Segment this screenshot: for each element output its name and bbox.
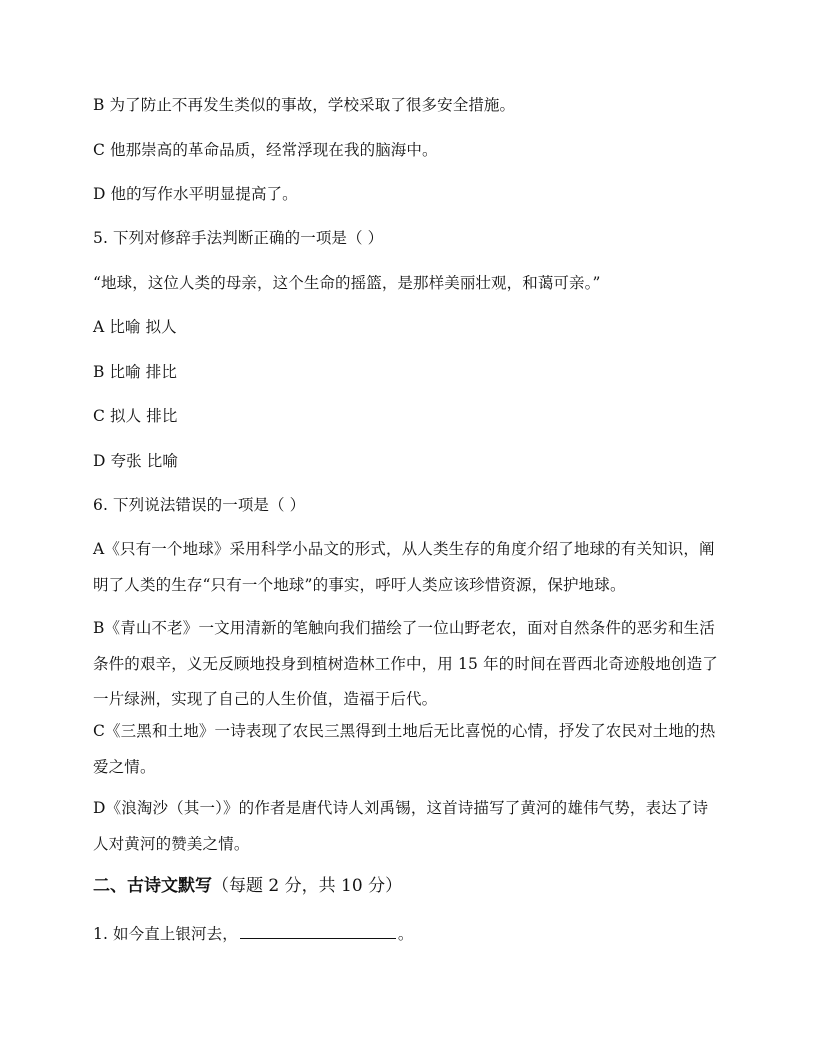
q5-option-a: A 比喻 拟人 (93, 318, 177, 336)
q6-option-d: D《浪淘沙（其一）》的作者是唐代诗人刘禹锡，这首诗描写了黄河的雄伟气势，表达了诗人对黄河的赞美之情。 (93, 799, 709, 853)
question-1-prefix: 1. 如今直上银河去， (93, 925, 238, 943)
q6-stem: 6. 下列说法错误的一项是（ ） (93, 496, 306, 514)
answer-blank[interactable] (240, 924, 396, 939)
q5-stem: 5. 下列对修辞手法判断正确的一项是（ ） (93, 229, 384, 247)
question-1-suffix: 。 (397, 925, 414, 943)
q6-option-b: B《青山不老》一文用清新的笔触向我们描绘了一位山野老农，面对自然条件的恶劣和生活条件的艰辛，义无反顾地投身到植树造林工作中，用 15 年的时间在晋西北奇迹般地创造了一片绿洲，实现了自己的人生价值，造福于后代。 (93, 619, 718, 708)
q5-option-b: B 比喻 排比 (93, 363, 177, 381)
q5-quote: “地球，这位人类的母亲，这个生命的摇篮，是那样美丽壮观，和蔼可亲。” (93, 274, 601, 292)
q4-option-b: B 为了防止不再发生类似的事故，学校采取了很多安全措施。 (93, 96, 516, 114)
section-heading (93, 874, 402, 898)
section2-question-1 (93, 923, 746, 945)
q4-option-c: C 他那崇高的革命品质，经常浮现在我的脑海中。 (93, 141, 438, 159)
section-title: 二、古诗文默写 (93, 876, 212, 896)
q5-option-d: D 夸张 比喻 (93, 452, 178, 470)
q4-option-d: D 他的写作水平明显提高了。 (93, 185, 298, 203)
section-score-note: （每题 2 分，共 10 分） (212, 876, 403, 896)
q6-option-a: A《只有一个地球》采用科学小品文的形式，从人类生存的角度介绍了地球的有关知识，阐明了人类的生存“只有一个地球”的事实，呼吁人类应该珍惜资源，保护地球。 (93, 540, 715, 594)
q5-option-c: C 拟人 排比 (93, 407, 178, 425)
q6-option-c: C《三黑和土地》一诗表现了农民三黑得到土地后无比喜悦的心情，抒发了农民对土地的热爱之情。 (93, 722, 716, 776)
